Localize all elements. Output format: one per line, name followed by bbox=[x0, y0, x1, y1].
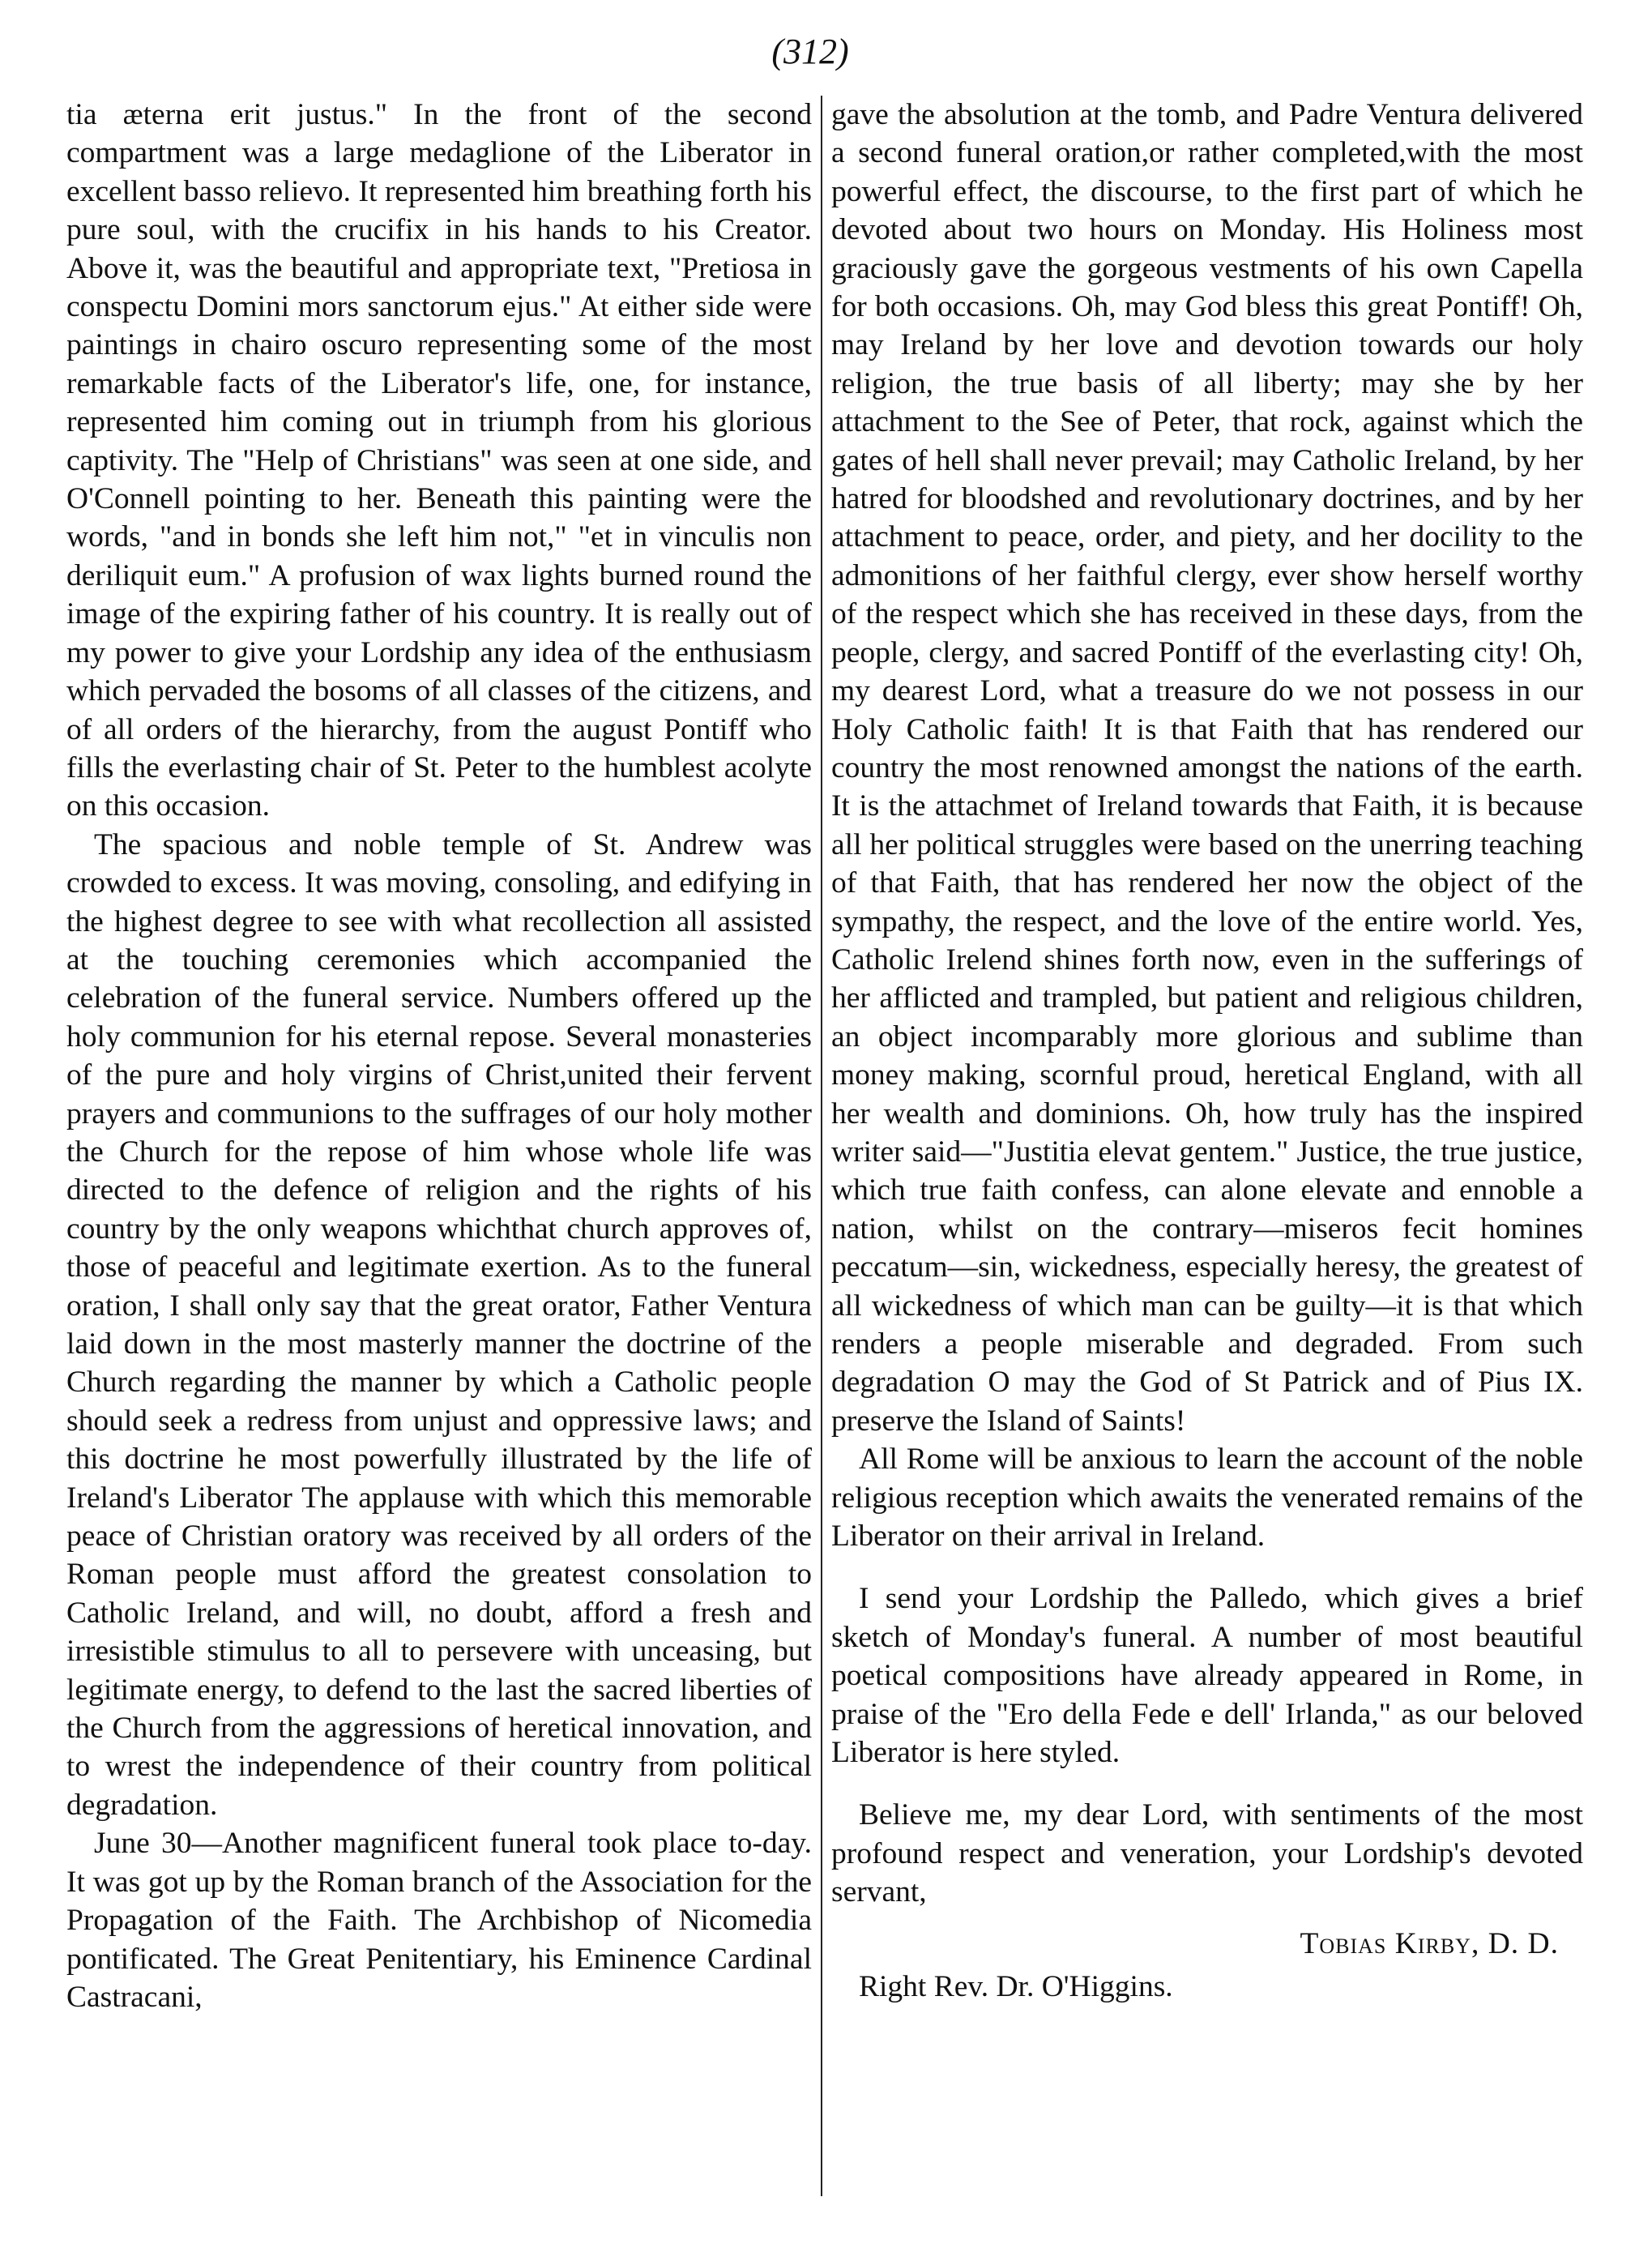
page-number: (312) bbox=[771, 32, 849, 71]
addressee: Right Rev. Dr. O'Higgins. bbox=[859, 1970, 1173, 2004]
signature: Tobias Kirby, D. D. bbox=[1300, 1926, 1559, 1960]
paragraph: June 30—Another magnificent funeral took place to-day. It was got up by the Roman branch of the Association for the Propagation of the Faith. The Archbishop of Nicomedia pontificated. The Great Penitentiary, his Eminence Cardinal Castracani, bbox=[66, 1827, 812, 2014]
paragraph: All Rome will be anxious to learn the account of the noble religious reception which awaits the venerated remains of the Liberator on their arrival in Ireland. bbox=[831, 1443, 1583, 1554]
paragraph: I send your Lordship the Palledo, which gives a brief sketch of Monday's funeral. A number of most beautiful poetical compositions have already appeared in Rome, in praise of the "Ero della Fede e dell' Irlanda," as our beloved Liberator is here styled. bbox=[831, 1582, 1583, 1770]
paragraph: Believe me, my dear Lord, with sentiments of the most profound respect and veneration, your Lordship's devoted servant, bbox=[831, 1798, 1583, 1909]
paragraph: tia æterna erit justus." In the front of the second compartment was a large medaglione of the Liberator in excellent basso relievo. It represented him breathing forth his pure soul, with the crucifix in his hands to his Creator. Above it, was the beautiful and appropriate text, "Pretiosa in conspectu Domini mors sanctorum ejus." At either side were paintings in chairo oscuro representing some of the most remarkable facts of the Liberator's life, one, for instance, represented him coming out in triumph from his glorious captivity. The "Help of Christians" was seen at one side, and O'Connell pointing to her. Beneath this painting were the words, "and in bonds she left him not," "et in vinculis non deriliquit eum." A profusion of wax lights burned round the image of the expiring father of his country. It is really out of my power to give your Lordship any idea of the enthusiasm which pervaded the bosoms of all classes of the citizens, and of all orders of the hierarchy, from the august Pontiff who fills the everlasting chair of St. Peter to the humblest acolyte on this occasion. bbox=[66, 98, 812, 823]
right-column bbox=[831, 96, 1583, 2007]
paragraph: The spacious and noble temple of St. Andrew was crowded to excess. It was moving, consoling, and edifying in the highest degree to see with what recollection all assisted at the touching ceremonies which accompanied the celebration of the funeral service. Numbers offered up the holy communion for his eternal repose. Several monasteries of the pure and holy virgins of Christ,united their fervent prayers and communions to the suffrages of our holy mother the Church for the repose of him whose whole life was directed to the defence of religion and the rights of his country by the only weapons whichthat church approves of, those of peaceful and legitimate exertion. As to the funeral oration, I shall only say that the great orator, Father Ventura laid down in the most masterly manner the doctrine of the Church regarding the manner by which a Catholic people should seek a redress from unjust and oppressive laws; and this doctrine he most powerfully illustrated by the life of Ireland's Liberator The applause with which this memorable peace of Christian oratory was received by all orders of the Roman people must afford the greatest consolation to Catholic Ireland, and will, no doubt, afford a fresh and irresistible stimulus to all to persevere with unceasing, but legitimate energy, to defend to the last the sacred liberties of the Church from the aggressions of heretical innovation, and to wrest the independence of their country from political degradation. bbox=[66, 827, 812, 1822]
paragraph: gave the absolution at the tomb, and Padre Ventura delivered a second funeral oration,or rather completed,with the most powerful effect, the discourse, to the first part of which he devoted about two hours on Monday. His Holiness most graciously gave the gorgeous vestments of his own Capella for both occasions. Oh, may God bless this great Pontiff! Oh, may Ireland by her love and devotion towards our holy religion, the true basis of all liberty; may she by her attachment to the See of Peter, that rock, against which the gates of hell shall never prevail; may Catholic Ireland, by her hatred for bloodshed and revolutionary doctrines, and by her attachment to peace, order, and piety, and her docility to the admonitions of her faithful clergy, ever show herself worthy of the respect which she has received in these days, from the people, clergy, and sacred Pontiff of the everlasting city! Oh, my dearest Lord, what a treasure do we not possess in our Holy Catholic faith! It is that Faith that has rendered our country the most renowned amongst the nations of the earth. It is the attachmet of Ireland towards that Faith, it is because all her political struggles were based on the unerring teaching of that Faith, that has rendered her now the object of the sympathy, the respect, and the love of the entire world. Yes, Catholic Irelend shines forth now, even in the sufferings of her afflicted and trampled, but patient and religious children, an object incomparably more glorious and sublime than money making, scornful proud, heretical England, with all her wealth and dominions. Oh, how truly has the inspired writer said—"Justitia elevat gentem." Justice, the true justice, which true faith confess, can alone elevate and ennoble a nation, whilst on the contrary—miseros fecit homines peccatum—sin, wickedness, especially heresy, the greatest of all wickedness of which man can be guilty—it is that which renders a people miserable and degraded. From such degradation O may the God of St Patrick and of Pius IX. preserve the Island of Saints! bbox=[831, 98, 1583, 1438]
left-column bbox=[66, 96, 812, 2016]
column-divider bbox=[821, 96, 822, 2196]
